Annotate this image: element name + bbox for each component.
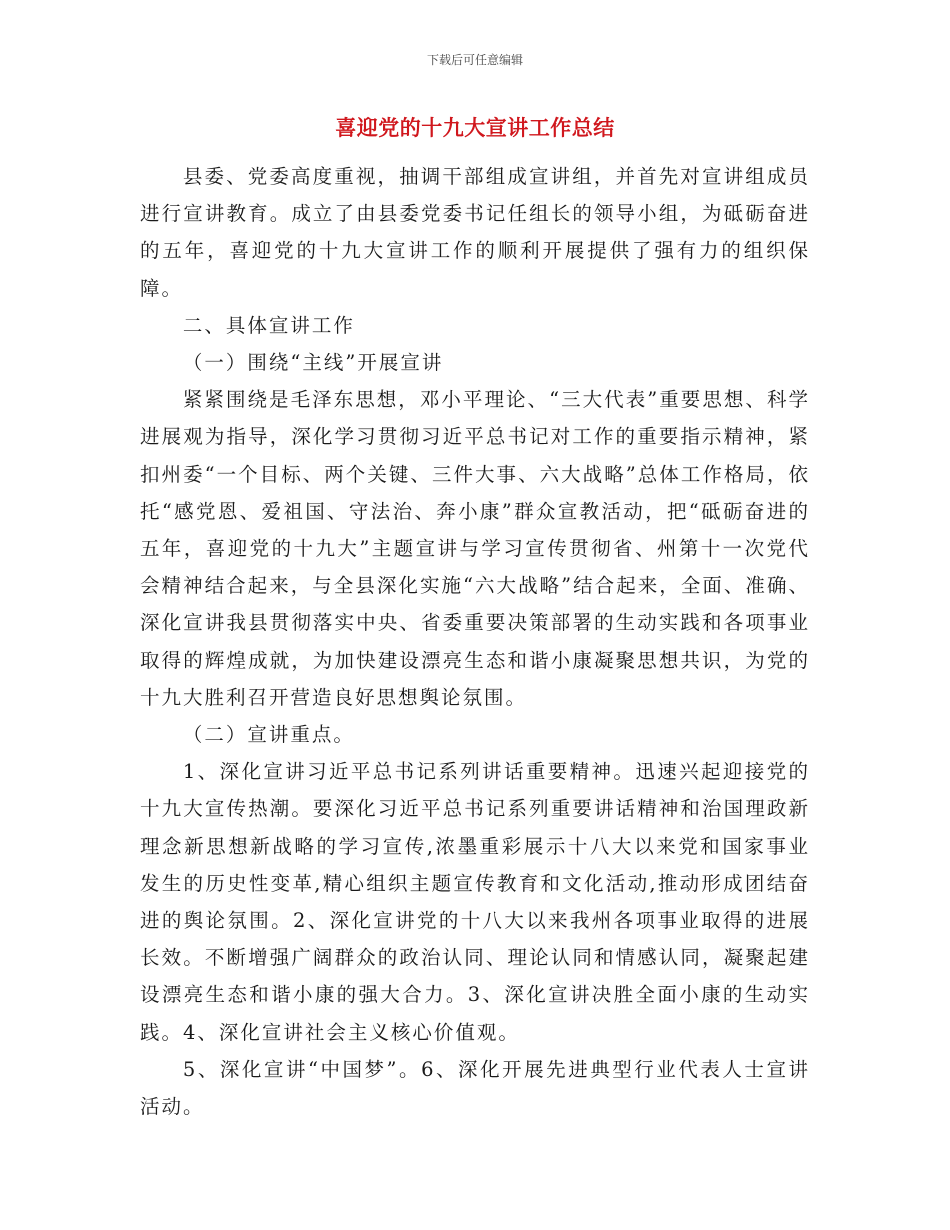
document-title: 喜迎党的十九大宣讲工作总结 <box>335 115 615 140</box>
section-heading: 二、具体宣讲工作 <box>182 313 355 337</box>
paragraph-intro: 县委、党委高度重视，抽调干部组成宣讲组，并首先对宣讲组成员进行宣讲教育。成立了由县委党委书记任组长的领导小组，为砥砺奋进的五年，喜迎党的十九大宣讲工作的顺利开展提供了强有力的组织保障。 <box>140 165 810 300</box>
page-header-note: 下载后可任意编辑 <box>426 53 523 67</box>
document-body <box>140 158 810 1125</box>
subsection-heading-1: （一）围绕“主线”开展宣讲 <box>182 351 444 375</box>
subsection-heading-2: （二）宣讲重点。 <box>182 723 355 747</box>
paragraph-key-points: 1、深化宣讲习近平总书记系列讲话重要精神。迅速兴起迎接党的十九大宣传热潮。要深化习近平总书记系列重要讲话精神和治国理政新理念新思想新战略的学习宣传,浓墨重彩展示十八大以来党和国家事业发生的历史性变革,精心组织主题宣传教育和文化活动,推动形成团结奋进的舆论氛围。2、深化宣讲党的十八大以来我州各项事业取得的进展长效。不断增强广阔群众的政治认同、理论认同和情感认同，凝聚起建设漂亮生态和谐小康的强大合力。3、深化宣讲决胜全面小康的生动实践。4、深化宣讲社会主义核心价值观。 <box>140 760 810 1044</box>
paragraph-mainline: 紧紧围绕是毛泽东思想，邓小平理论、“三大代表”重要思想、科学进展观为指导，深化学习贯彻习近平总书记对工作的重要指示精神，紧扣州委“一个目标、两个关键、三件大事、六大战略”总体工作格局，依托“感党恩、爱祖国、守法治、奔小康”群众宣教活动，把“砥砺奋进的五年，喜迎党的十九大”主题宣讲与学习宣传贯彻省、州第十一次党代会精神结合起来，与全县深化实施“六大战略”结合起来，全面、准确、深化宣讲我县贯彻落实中央、省委重要决策部署的生动实践和各项事业取得的辉煌成就，为加快建设漂亮生态和谐小康凝聚思想共识，为党的十九大胜利召开营造良好思想舆论氛围。 <box>140 388 810 709</box>
paragraph-key-points-cont: 5、深化宣讲“中国梦”。6、深化开展先进典型行业代表人士宣讲活动。 <box>140 1057 810 1119</box>
